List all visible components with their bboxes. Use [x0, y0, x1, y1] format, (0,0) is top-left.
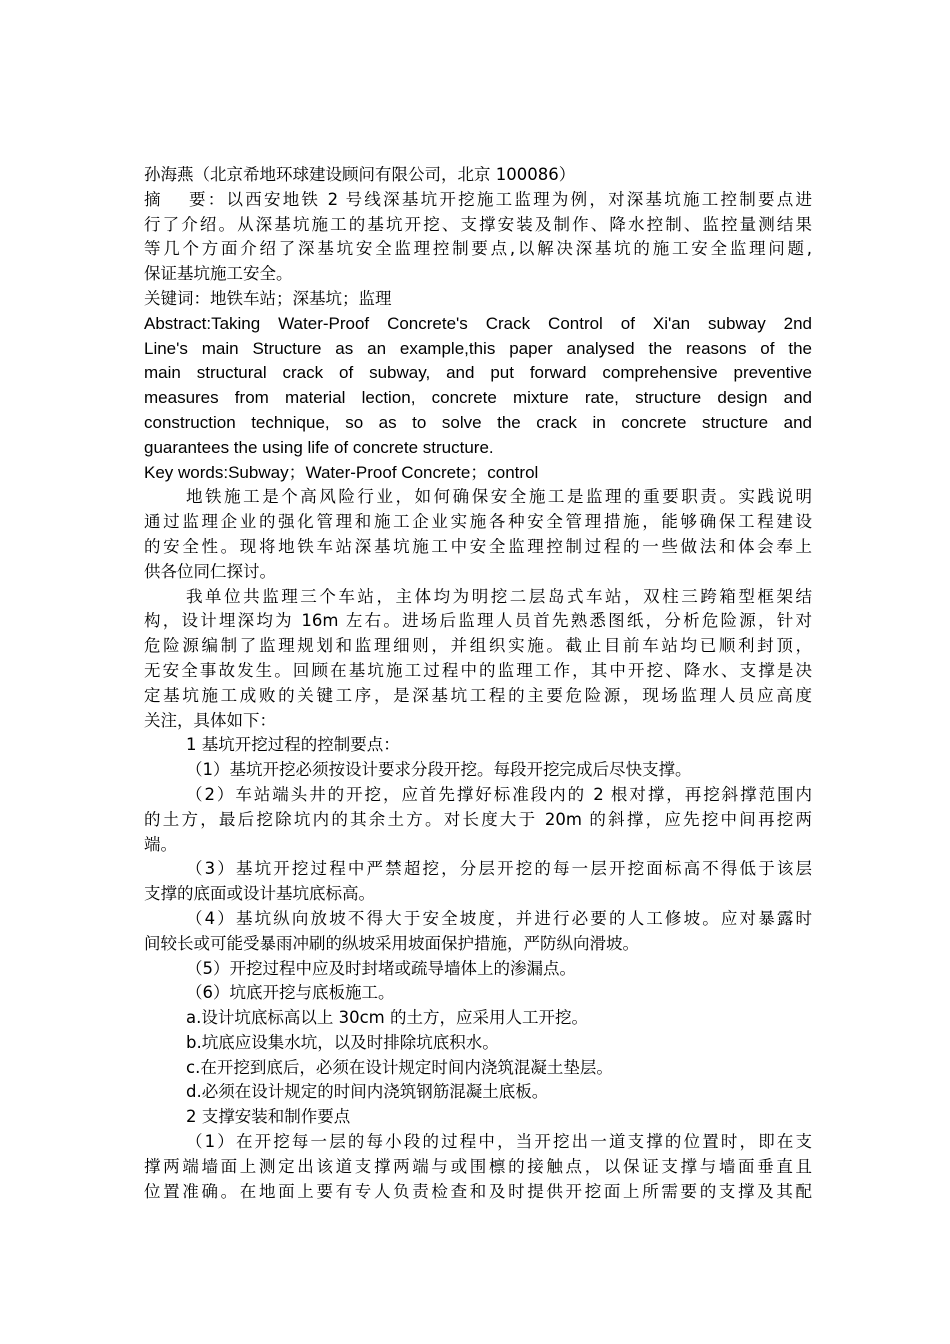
keywords-cn: 关键词：地铁车站；深基坑；监理 — [144, 288, 392, 308]
author-affiliation: 孙海燕（北京希地环球建设顾问有限公司，北京 100086） — [144, 165, 576, 184]
section-1-heading: 1 基坑开挖过程的控制要点： — [186, 735, 400, 755]
paragraph-line: （3）基坑开挖过程中严禁超挖，分层开挖的每一层开挖面标高不得低于该层 — [186, 859, 812, 879]
section-2-heading: 2 支撑安装和制作要点 — [186, 1107, 351, 1127]
paragraph-line: 构，设计埋深均为 16m 左右。进场后监理人员首先熟悉图纸，分析危险源，针对 — [144, 611, 812, 631]
abstract-en-line: guarantees the using life of concrete structure. — [144, 437, 494, 457]
paragraph-line: 危险源编制了监理规划和监理细则，并组织实施。截止目前车站均已顺利封顶， — [144, 636, 812, 656]
paragraph-line: （1）在开挖每一层的每小段的过程中，当开挖出一道支撑的位置时，即在支 — [186, 1132, 812, 1152]
paragraph-line: 的土方，最后挖除坑内的其余土方。对长度大于 20m 的斜撑，应先挖中间再挖两 — [144, 809, 812, 829]
abstract-cn-line: 摘 要：以西安地铁 2 号线深基坑开挖施工监理为例，对深基坑施工控制要点进 — [144, 189, 812, 209]
paragraph-line: 定基坑施工成败的关键工序，是深基坑工程的主要危险源，现场监理人员应高度 — [144, 685, 812, 705]
paragraph-line: 关注，具体如下： — [144, 710, 276, 730]
paragraph-line: 无安全事故发生。回顾在基坑施工过程中的监理工作，其中开挖、降水、支撑是决 — [144, 660, 812, 680]
paragraph-line: 端。 — [144, 834, 177, 854]
paragraph-line: 撑两端墙面上测定出该道支撑两端与或围檩的接触点，以保证支撑与墙面垂直且 — [144, 1156, 812, 1176]
abstract-cn — [144, 188, 812, 287]
abstract-en-line: construction technique, so as to solve the crack in concrete structure and — [144, 412, 812, 432]
section-1-sub-d: d.必须在设计规定的时间内浇筑钢筋混凝土底板。 — [186, 1082, 549, 1102]
abstract-en-line: Line's main Structure as an example,this paper analysed the reasons of the — [144, 338, 812, 358]
paragraph-line: 的安全性。现将地铁车站深基坑施工中安全监理控制过程的一些做法和体会奉上 — [144, 536, 812, 556]
abstract-cn-line: 保证基坑施工安全。 — [144, 264, 293, 284]
abstract-en-line: main structural crack of subway, and put forward comprehensive preventive — [144, 363, 812, 383]
section-1-item-4 — [144, 907, 812, 957]
section-1-sub-c: c.在开挖到底后，必须在设计规定时间内浇筑混凝土垫层。 — [186, 1057, 613, 1077]
intro-paragraph-2 — [144, 585, 812, 734]
keywords-en: Key words:Subway；Water-Proof Concrete；control — [144, 462, 539, 482]
section-1-sub-b: b.坑底应设集水坑，以及时排除坑底积水。 — [186, 1032, 499, 1052]
paragraph-line: 支撑的底面或设计基坑底标高。 — [144, 884, 375, 904]
abstract-cn-line: 行了介绍。从深基坑施工的基坑开挖、支撑安装及制作、降水控制、监控量测结果 — [144, 214, 812, 234]
section-2-item-1 — [144, 1130, 812, 1204]
section-1-item-3 — [144, 857, 812, 907]
section-1-item-5: （5）开挖过程中应及时封堵或疏导墙体上的渗漏点。 — [186, 958, 576, 978]
abstract-en-line: measures from material lection, concrete mixture rate, structure design and — [144, 388, 812, 408]
section-1-sub-a: a.设计坑底标高以上 30cm 的土方，应采用人工开挖。 — [186, 1008, 588, 1028]
abstract-en — [144, 312, 812, 461]
paragraph-line: 位置准确。在地面上要有专人负责检查和及时提供开挖面上所需要的支撑及其配 — [144, 1181, 812, 1201]
paragraph-line: （2）车站端头井的开挖，应首先撑好标准段内的 2 根对撑，再挖斜撑范围内 — [186, 784, 812, 804]
paragraph-line: 地铁施工是个高风险行业，如何确保安全施工是监理的重要职责。实践说明 — [186, 487, 812, 507]
section-1-item-6: （6）坑底开挖与底板施工。 — [186, 983, 395, 1003]
paragraph-line: 通过监理企业的强化管理和施工企业实施各种安全管理措施，能够确保工程建设 — [144, 512, 812, 532]
intro-paragraph-1 — [144, 485, 812, 584]
paragraph-line: 间较长或可能受暴雨冲刷的纵坡采用坡面保护措施，严防纵向滑坡。 — [144, 933, 639, 953]
section-1-item-2 — [144, 783, 812, 857]
section-1-item-1: （1）基坑开挖必须按设计要求分段开挖。每段开挖完成后尽快支撑。 — [186, 760, 692, 780]
document-page — [144, 163, 812, 1204]
paragraph-line: 我单位共监理三个车站，主体均为明挖二层岛式车站，双柱三跨箱型框架结 — [186, 586, 812, 606]
abstract-en-line: Abstract:Taking Water-Proof Concrete's Crack Control of Xi'an subway 2nd — [144, 313, 812, 333]
abstract-cn-line: 等几个方面介绍了深基坑安全监理控制要点,以解决深基坑的施工安全监理问题, — [144, 239, 812, 259]
paragraph-line: 供各位同仁探讨。 — [144, 561, 276, 581]
paragraph-line: （4）基坑纵向放坡不得大于安全坡度，并进行必要的人工修坡。应对暴露时 — [186, 908, 812, 928]
